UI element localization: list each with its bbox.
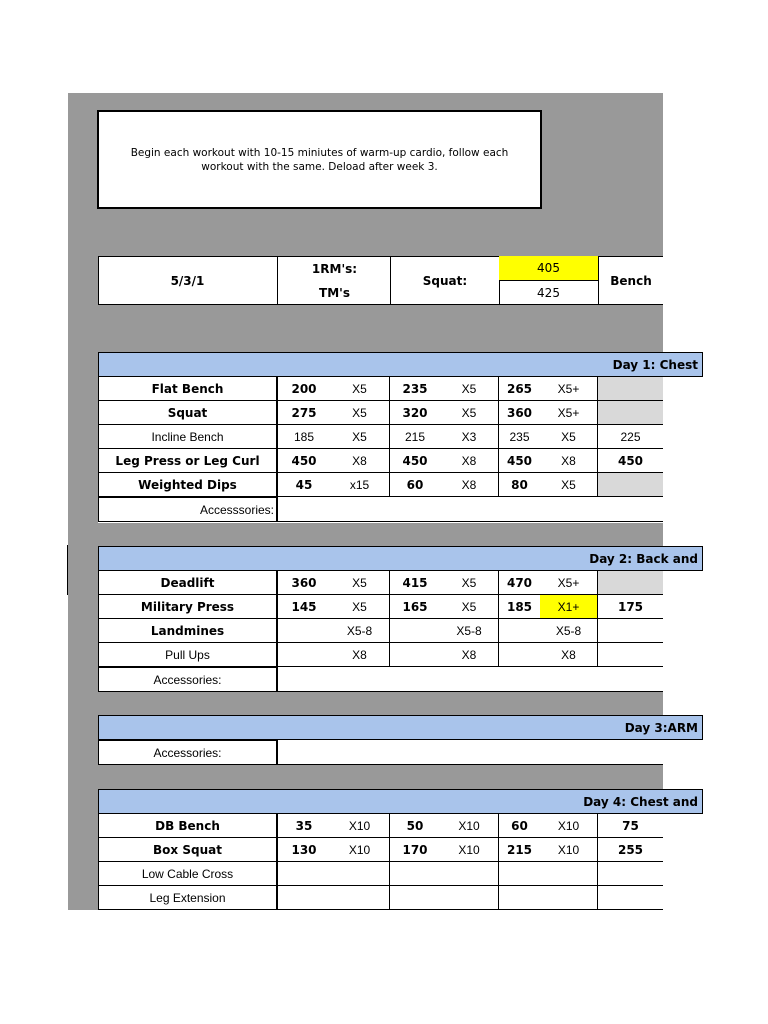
instructions-text: Begin each workout with 10-15 miniutes of warm-up cardio, follow each workout with the same. Deload after week 3. [130, 146, 509, 173]
day2-r1-cell[interactable]: X5 [330, 595, 390, 619]
day1-w3-cell[interactable]: 235 [499, 425, 540, 449]
day2-exercise-name-cell[interactable]: Military Press [98, 595, 278, 619]
day1-header[interactable] [98, 352, 703, 377]
day2-w4-cell[interactable] [598, 643, 663, 667]
squat-1rm-value[interactable]: 405 [499, 256, 598, 281]
day3-accessories-label[interactable]: Accessories: [98, 740, 278, 765]
day1-r2-cell[interactable]: X5 [440, 401, 499, 425]
day1-exercise-name-cell[interactable]: Squat [98, 401, 278, 425]
day2-r2-cell[interactable]: X5 [440, 571, 499, 595]
day2-w1-cell[interactable] [278, 643, 330, 667]
day2-exercise-name-cell[interactable]: Deadlift [98, 571, 278, 595]
day4-w1-cell[interactable] [278, 862, 330, 886]
day1-w4-cell[interactable] [598, 473, 663, 497]
day1-w1-cell[interactable]: 45 [278, 473, 330, 497]
day2-accessories-label[interactable]: Accessories: [98, 667, 278, 692]
day1-title: Day 1: Chest [612, 357, 698, 372]
day4-r3-cell[interactable] [540, 886, 598, 910]
day3-accessories-field[interactable] [278, 740, 663, 765]
day2-accessories-field[interactable] [278, 667, 663, 692]
day2-r3-cell[interactable]: X5+ [540, 571, 598, 595]
day1-r1-cell[interactable]: X5 [330, 377, 390, 401]
day1-w4-cell[interactable]: 450 [598, 449, 663, 473]
day4-exercise-name-cell[interactable]: Leg Extension [98, 886, 278, 910]
day1-r3-cell[interactable]: X8 [540, 449, 598, 473]
day1-r1-cell[interactable]: x15 [330, 473, 390, 497]
day4-exercise-name-cell[interactable]: DB Bench [98, 814, 278, 838]
day2-header[interactable]: Day 2: Back and [98, 546, 703, 571]
day2-r1-cell[interactable]: X5-8 [330, 619, 390, 643]
day2-w3-cell[interactable] [499, 643, 540, 667]
day4-r3-cell[interactable] [540, 862, 598, 886]
day1-exercise-name-cell[interactable]: Flat Bench [98, 377, 278, 401]
day2-w2-cell[interactable] [390, 643, 440, 667]
day1-w2-cell[interactable]: 235 [390, 377, 440, 401]
day4-w2-cell[interactable]: 50 [390, 814, 440, 838]
day1-r3-cell[interactable]: X5+ [540, 401, 598, 425]
day1-w1-cell[interactable]: 450 [278, 449, 330, 473]
day1-r3-cell[interactable]: X5 [540, 473, 598, 497]
day4-w2-cell[interactable]: 170 [390, 838, 440, 862]
day1-w2-cell[interactable]: 60 [390, 473, 440, 497]
day2-w3-cell[interactable]: 185 [499, 595, 540, 619]
day4-w3-cell[interactable] [499, 862, 540, 886]
day2-w3-cell[interactable] [499, 619, 540, 643]
day1-w1-cell[interactable]: 200 [278, 377, 330, 401]
day1-exercise-name-cell[interactable]: Weighted Dips [98, 473, 278, 497]
day4-w2-cell[interactable] [390, 886, 440, 910]
left-edge-line [67, 545, 68, 595]
day1-r3-cell[interactable]: X5+ [540, 377, 598, 401]
day4-r1-cell[interactable]: X10 [330, 838, 390, 862]
day4-exercise-name-cell[interactable]: Low Cable Cross [98, 862, 278, 886]
day2-exercise-name-cell[interactable]: Landmines [98, 619, 278, 643]
day1-w4-cell[interactable] [598, 401, 663, 425]
day3-header[interactable]: Day 3:ARM [98, 715, 703, 740]
day2-r3-cell[interactable]: X8 [540, 643, 598, 667]
day4-w3-cell[interactable]: 60 [499, 814, 540, 838]
day1-w3-cell[interactable]: 360 [499, 401, 540, 425]
day2-w2-cell[interactable]: 415 [390, 571, 440, 595]
day4-w1-cell[interactable]: 35 [278, 814, 330, 838]
day1-w4-cell[interactable]: 225 [598, 425, 663, 449]
day1-accessories-field[interactable] [278, 497, 663, 522]
day2-w2-cell[interactable]: 165 [390, 595, 440, 619]
day2-w2-cell[interactable] [390, 619, 440, 643]
day2-r1-cell[interactable]: X8 [330, 643, 390, 667]
squat-label[interactable]: Squat: [390, 256, 500, 305]
day1-exercise-name-cell[interactable]: Leg Press or Leg Curl [98, 449, 278, 473]
day4-r2-cell[interactable]: X10 [440, 814, 499, 838]
day4-r2-cell[interactable] [440, 862, 499, 886]
tm-label[interactable]: TM's [319, 286, 350, 300]
day4-w4-cell[interactable] [598, 862, 663, 886]
day2-r3-cell[interactable]: X1+ [540, 595, 598, 619]
day1-r2-cell[interactable]: X5 [440, 377, 499, 401]
day4-w3-cell[interactable]: 215 [499, 838, 540, 862]
day2-r2-cell[interactable]: X5 [440, 595, 499, 619]
day2-w4-cell[interactable]: 175 [598, 595, 663, 619]
day4-r1-cell[interactable] [330, 886, 390, 910]
day4-w3-cell[interactable] [499, 886, 540, 910]
day4-r2-cell[interactable]: X10 [440, 838, 499, 862]
day2-r1-cell[interactable]: X5 [330, 571, 390, 595]
day4-exercise-name-cell[interactable]: Box Squat [98, 838, 278, 862]
day4-r1-cell[interactable]: X10 [330, 814, 390, 838]
squat-tm-value[interactable]: 425 [537, 286, 560, 300]
day1-r1-cell[interactable]: X5 [330, 425, 390, 449]
day1-w3-cell[interactable]: 450 [499, 449, 540, 473]
day1-r2-cell[interactable]: X3 [440, 425, 499, 449]
day2-w4-cell[interactable] [598, 571, 663, 595]
day2-w4-cell[interactable] [598, 619, 663, 643]
day1-w2-cell[interactable]: 320 [390, 401, 440, 425]
day4-r3-cell[interactable]: X10 [540, 838, 598, 862]
day2-w1-cell[interactable]: 360 [278, 571, 330, 595]
day2-w3-cell[interactable]: 470 [499, 571, 540, 595]
day1-accessories-label[interactable]: Accesssories: [98, 497, 278, 522]
bench-label[interactable]: Bench [598, 256, 663, 305]
day4-w2-cell[interactable] [390, 862, 440, 886]
day4-r3-cell[interactable]: X10 [540, 814, 598, 838]
day1-w1-cell[interactable]: 275 [278, 401, 330, 425]
day1-w4-cell[interactable] [598, 377, 663, 401]
day2-r2-cell[interactable]: X5-8 [440, 619, 499, 643]
day4-r2-cell[interactable] [440, 886, 499, 910]
day1-w1-cell[interactable]: 185 [278, 425, 330, 449]
day1-r2-cell[interactable]: X8 [440, 473, 499, 497]
day4-w1-cell[interactable] [278, 886, 330, 910]
day4-w4-cell[interactable] [598, 886, 663, 910]
spreadsheet-area [68, 93, 698, 910]
day2-w1-cell[interactable] [278, 619, 330, 643]
day1-r2-cell[interactable]: X8 [440, 449, 499, 473]
day1-w3-cell[interactable]: 80 [499, 473, 540, 497]
day2-exercise-name-cell[interactable]: Pull Ups [98, 643, 278, 667]
day1-r3-cell[interactable]: X5 [540, 425, 598, 449]
day4-w4-cell[interactable]: 255 [598, 838, 663, 862]
day4-header[interactable]: Day 4: Chest and [98, 789, 703, 814]
day1-r1-cell[interactable]: X8 [330, 449, 390, 473]
day2-w1-cell[interactable]: 145 [278, 595, 330, 619]
day2-r2-cell[interactable]: X8 [440, 643, 499, 667]
day1-w3-cell[interactable]: 265 [499, 377, 540, 401]
day4-w4-cell[interactable]: 75 [598, 814, 663, 838]
day1-exercise-name-cell[interactable]: Incline Bench [98, 425, 278, 449]
instructions-note[interactable] [97, 110, 542, 209]
rm-label[interactable]: 1RM's: [311, 261, 358, 276]
program-name[interactable]: 5/3/1 [98, 256, 278, 305]
day1-w2-cell[interactable]: 215 [390, 425, 440, 449]
day4-r1-cell[interactable] [330, 862, 390, 886]
day1-w2-cell[interactable]: 450 [390, 449, 440, 473]
day4-w1-cell[interactable]: 130 [278, 838, 330, 862]
day2-r3-cell[interactable]: X5-8 [540, 619, 598, 643]
day1-r1-cell[interactable]: X5 [330, 401, 390, 425]
